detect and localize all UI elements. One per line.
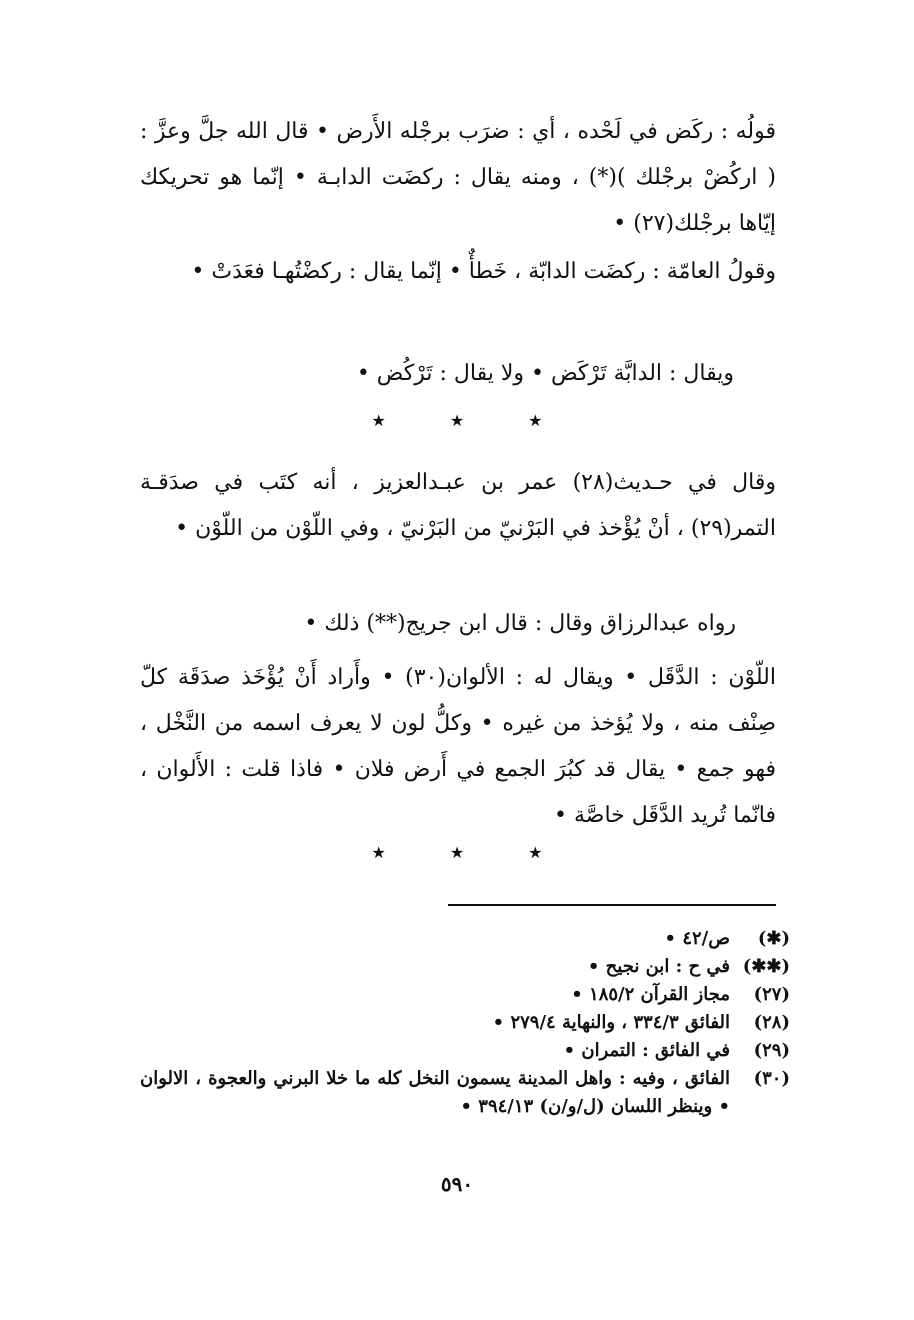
separator-1 <box>0 411 914 430</box>
star-icon: ★ <box>371 843 386 862</box>
paragraph-6: اللّوْن : الدَّقَل • ويقال له : الألوان(٣٠) • وأَراد أَنْ يُؤْخَذ صدَقَة كلّ صِنْف منه ، ولا يُؤخذ من غيره • وكلُّ لون لا يعرف اسمه من النَّخْل ، فهو جمع • يقال قد كبُرَ الجمع في أَرض فلان • فاذا قلت : الأَلوان ، فانّما تُريد الدَّقَل خاصَّة • <box>140 665 776 828</box>
paragraph-2: وقولُ العامّة : ركضَت الدابّة ، خَطأٌ • إنّما يقال : ركضْتُهـا فعَدَتْ • <box>191 259 776 284</box>
footnote-divider <box>448 904 776 906</box>
text-block-5 <box>140 601 776 647</box>
page-number: ٥٩٠ <box>440 1172 474 1196</box>
text-block-1 <box>140 109 776 247</box>
star-icon: ★ <box>528 843 543 862</box>
paragraph-5: رواه عبدالرزاق وقال : قال ابن جريج(**) ذلك • <box>304 611 736 636</box>
paragraph-1: قولُه : ركَض في لَحْده ، أي : ضرَب برجْله الأَرض • قال الله جلَّ وعزَّ : ( اركُضْ برجْلك )(*) ، ومنه يقال : ركضَت الدابـة • إنّما هو تحريكك إيّاها برجْلك(٢٧) • <box>140 119 776 236</box>
footnote <box>140 925 790 953</box>
footnote <box>140 1037 790 1065</box>
text-block-6 <box>140 655 776 839</box>
star-icon: ★ <box>449 411 465 430</box>
footnote-number: (٢٨) <box>753 1012 790 1033</box>
footnote-text: الفائق ٣٣٤/٣ ، والنهاية ٢٧٩/٤ • <box>492 1012 730 1033</box>
footnote-number: (✱) <box>757 928 790 949</box>
footnote <box>140 1065 790 1121</box>
text-block-4 <box>140 460 776 552</box>
footnote-text: الفائق ، وفيه : واهل المدينة يسمون النخل كله ما خلا البرني والعجوة ، الالوان • وينظر اللسان (ل/و/ن) ٣٩٤/١٣ • <box>140 1068 730 1117</box>
star-icon: ★ <box>449 843 465 862</box>
text-block-3 <box>140 351 776 397</box>
footnote-number: (✱✱) <box>742 956 790 977</box>
separator-2 <box>0 843 914 862</box>
footnote <box>140 1009 790 1037</box>
footnote-text: مجاز القرآن ١٨٥/٢ • <box>571 984 730 1005</box>
footnote-text: في الفائق : التمران • <box>563 1040 730 1061</box>
star-icon: ★ <box>371 411 386 430</box>
footnote-number: (٣٠) <box>753 1068 790 1089</box>
footnote-number: (٢٧) <box>753 984 790 1005</box>
star-icon: ★ <box>528 411 543 430</box>
text-block-2 <box>140 249 776 295</box>
paragraph-3: ويقال : الدابَّة تَرْكَض • ولا يقال : تَرْكُض • <box>356 361 734 386</box>
footnote <box>140 981 790 1009</box>
footnote-number: (٢٩) <box>753 1040 790 1061</box>
footnotes <box>140 925 790 1121</box>
footnote <box>140 953 790 981</box>
footnote-text: ص/٤٢ • <box>664 928 730 949</box>
paragraph-4: وقال في حـديث(٢٨) عمر بن عبـدالعزيز ، أنه كتَب في صدَقـة التمر(٢٩) ، أنْ يُؤْخذ في البَرْنيّ من البَرْنيّ ، وفي اللّوْن من اللّوْن • <box>140 470 776 541</box>
footnote-text: في ح : ابن نجيح • <box>587 956 730 977</box>
